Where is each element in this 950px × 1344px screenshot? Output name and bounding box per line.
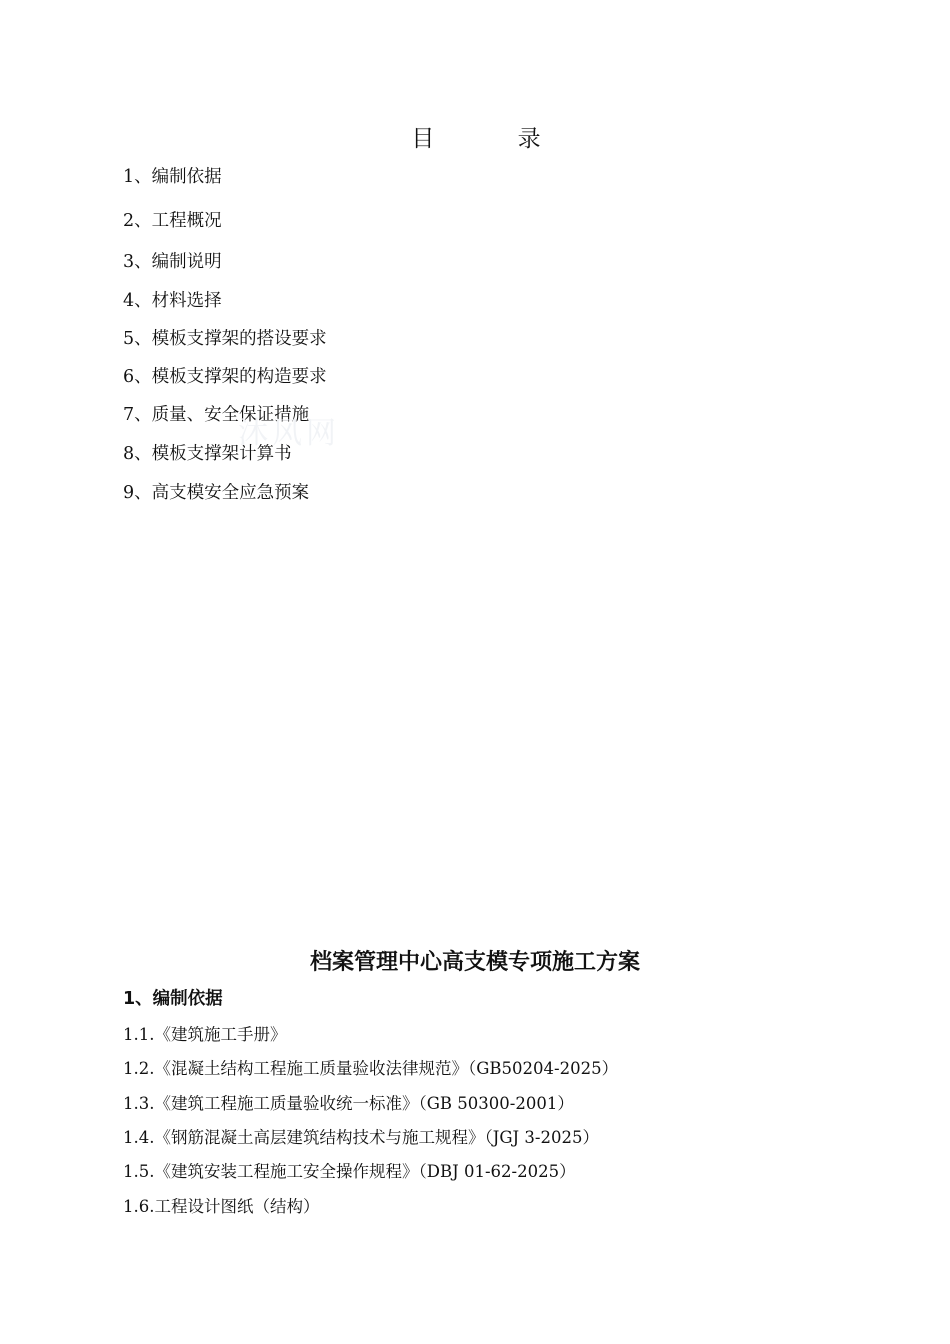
reference-item-4: 1.4.《钢筋混凝土高层建筑结构技术与施工规程》（JGJ 3-2025）	[123, 1128, 599, 1147]
toc-item-4: 4、材料选择	[123, 291, 222, 311]
toc-item-5: 5、模板支撑架的搭设要求	[123, 329, 327, 349]
toc-item-7: 7、质量、安全保证措施	[123, 405, 310, 425]
reference-item-1: 1.1.《建筑施工手册》	[123, 1025, 287, 1044]
toc-item-6: 6、模板支撑架的构造要求	[123, 367, 327, 387]
section-heading: 1、编制依据	[123, 989, 223, 1009]
toc-item-3: 3、编制说明	[123, 252, 222, 272]
toc-item-8: 8、模板支撑架计算书	[123, 444, 292, 464]
toc-item-2: 2、工程概况	[123, 211, 222, 231]
toc-title: 目 录	[411, 126, 579, 152]
reference-item-6: 1.6.工程设计图纸（结构）	[123, 1197, 320, 1216]
reference-item-3: 1.3.《建筑工程施工质量验收统一标准》（GB 50300-2001）	[123, 1094, 574, 1113]
toc-item-1: 1、编制依据	[123, 167, 222, 187]
watermark: 沐风网	[238, 416, 340, 451]
document-title: 档案管理中心高支模专项施工方案	[309, 950, 640, 975]
reference-item-5: 1.5.《建筑安装工程施工安全操作规程》（DBJ 01-62-2025）	[123, 1162, 576, 1181]
reference-item-2: 1.2.《混凝土结构工程施工质量验收法律规范》（GB50204-2025）	[123, 1059, 619, 1078]
toc-item-9: 9、高支模安全应急预案	[123, 483, 310, 503]
